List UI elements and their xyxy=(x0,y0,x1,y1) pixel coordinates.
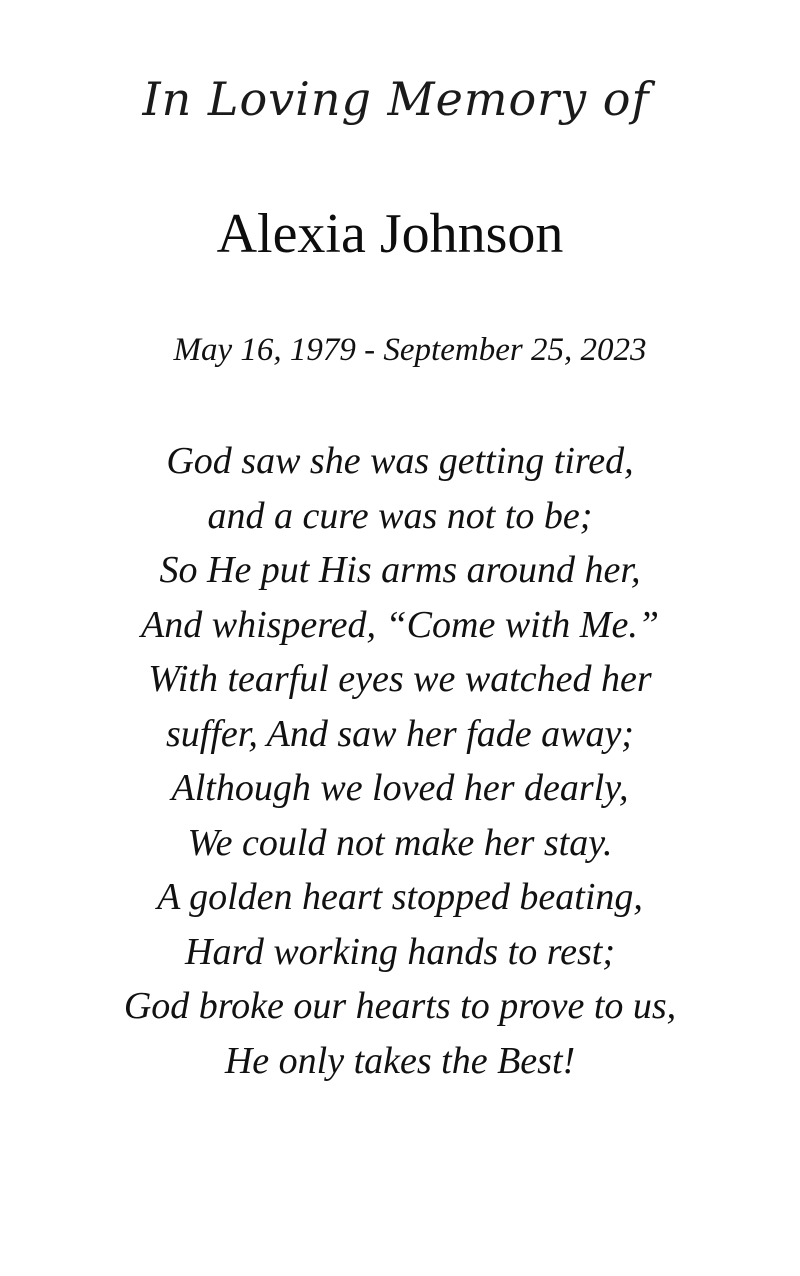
poem-line: Although we loved her dearly, xyxy=(171,767,629,809)
poem-line: and a cure was not to be; xyxy=(207,494,593,537)
deceased-name: Alexia Johnson xyxy=(216,203,564,265)
poem-line: And whispered, “Come with Me.” xyxy=(141,603,659,646)
poem-line: God broke our hearts to prove to us, xyxy=(123,985,677,1027)
memorial-poem xyxy=(0,434,800,1088)
poem-line: He only takes the Best! xyxy=(224,1039,576,1082)
poem-line: Hard working hands to rest; xyxy=(185,930,615,973)
poem-line: suffer, And saw her fade away; xyxy=(166,712,634,755)
poem-line: A golden heart stopped beating, xyxy=(157,876,643,918)
life-dates: May 16, 1979 - September 25, 2023 xyxy=(173,332,647,368)
memorial-heading: In Loving Memory of xyxy=(142,72,650,126)
poem-line: We could not make her stay. xyxy=(187,821,613,864)
poem-line: So He put His arms around her, xyxy=(159,549,641,591)
poem-line: With tearful eyes we watched her xyxy=(148,658,652,700)
poem-line: God saw she was getting tired, xyxy=(166,440,634,482)
